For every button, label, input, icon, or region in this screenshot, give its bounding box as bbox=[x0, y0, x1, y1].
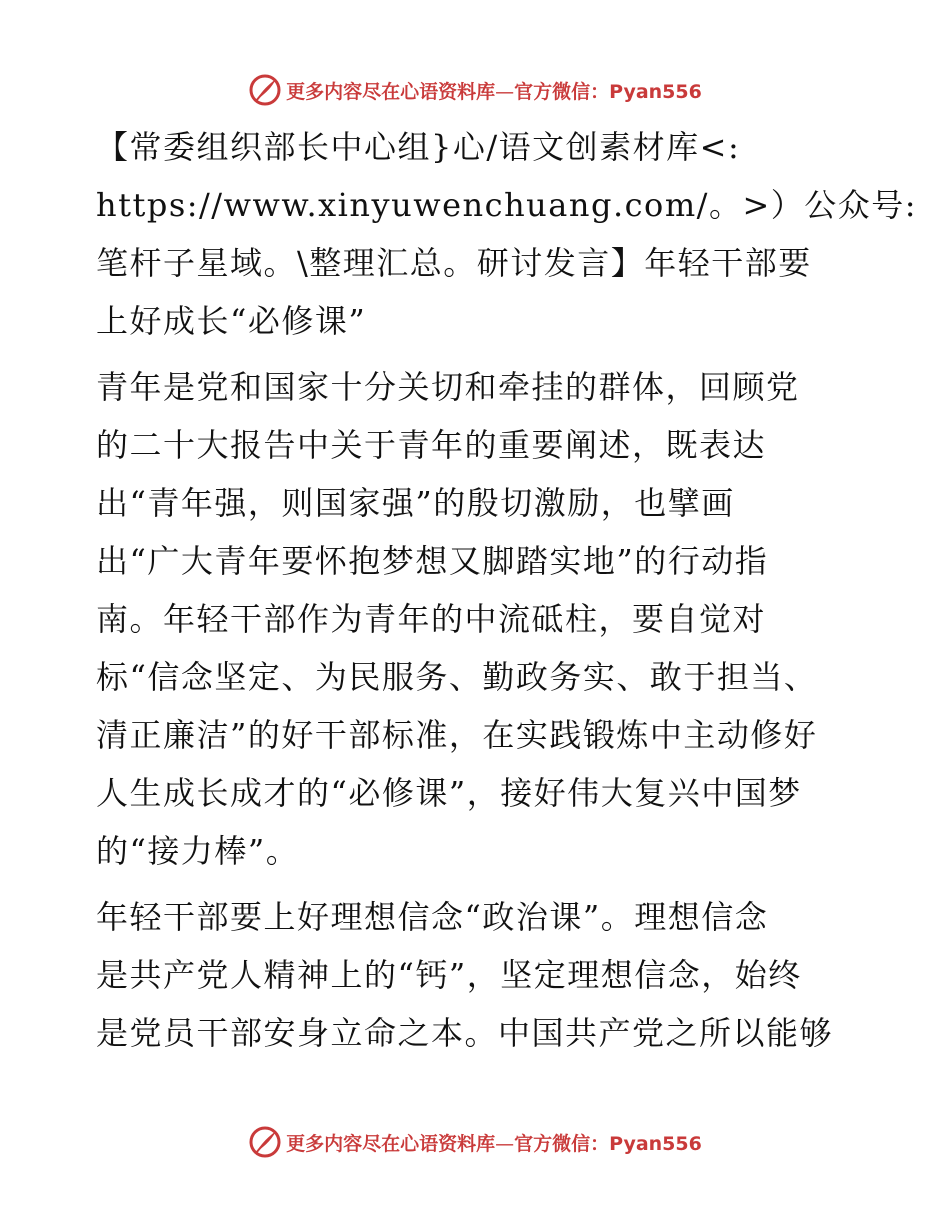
title-line: https://www.xinyuwenchuang.com/。>）公众号: bbox=[96, 186, 918, 224]
document-body bbox=[96, 118, 918, 1070]
paragraph bbox=[96, 358, 876, 880]
banner-text: 更多内容尽在心语资料库 bbox=[286, 80, 496, 103]
feather-pen-circle-icon bbox=[248, 73, 282, 107]
title-line: 笔杆子星域。\整理汇总。研讨发言】年轻干部要 bbox=[96, 244, 812, 282]
banner-separator: — bbox=[495, 80, 515, 103]
paragraph-line: 是共产党人精神上的“钙”，坚定理想信念，始终 bbox=[96, 956, 802, 994]
paragraph-line: 年轻干部要上好理想信念“政治课”。理想信念 bbox=[96, 898, 769, 936]
paragraph-line: 清正廉洁”的好干部标准，在实践锻炼中主动修好 bbox=[96, 716, 818, 754]
document-title bbox=[96, 118, 918, 350]
footer-banner bbox=[0, 1120, 950, 1164]
paragraph-line: 人生成长成才的“必修课”，接好伟大复兴中国梦 bbox=[96, 774, 802, 812]
title-line: 上好成长“必修课” bbox=[96, 302, 367, 340]
header-banner bbox=[0, 68, 950, 112]
paragraph-line: 标“信念坚定、为民服务、勤政务实、敢于担当、 bbox=[96, 658, 818, 696]
paragraph-line: 的“接力棒”。 bbox=[96, 832, 300, 870]
paragraph-line: 南。年轻干部作为青年的中流砥柱，要自觉对 bbox=[96, 600, 767, 638]
paragraph-line: 的二十大报告中关于青年的重要阐述，既表达 bbox=[96, 426, 767, 464]
banner-separator: — bbox=[495, 1132, 515, 1155]
paragraph-line: 是党员干部安身立命之本。中国共产党之所以能够 bbox=[96, 1014, 834, 1052]
banner-wechat: 官方微信：Pyan556 bbox=[514, 80, 702, 103]
banner-wechat: 官方微信：Pyan556 bbox=[514, 1132, 702, 1155]
paragraph bbox=[96, 888, 876, 1062]
title-line: 【常委组织部长中心组}心/语文创素材库<: bbox=[96, 128, 741, 166]
feather-pen-circle-icon bbox=[248, 1125, 282, 1159]
paragraph-line: 出“青年强，则国家强”的殷切激励，也擘画 bbox=[96, 484, 735, 522]
paragraph-line: 青年是党和国家十分关切和牵挂的群体，回顾党 bbox=[96, 368, 800, 406]
banner-text: 更多内容尽在心语资料库 bbox=[286, 1132, 496, 1155]
paragraph-line: 出“广大青年要怀抱梦想又脚踏实地”的行动指 bbox=[96, 542, 769, 580]
